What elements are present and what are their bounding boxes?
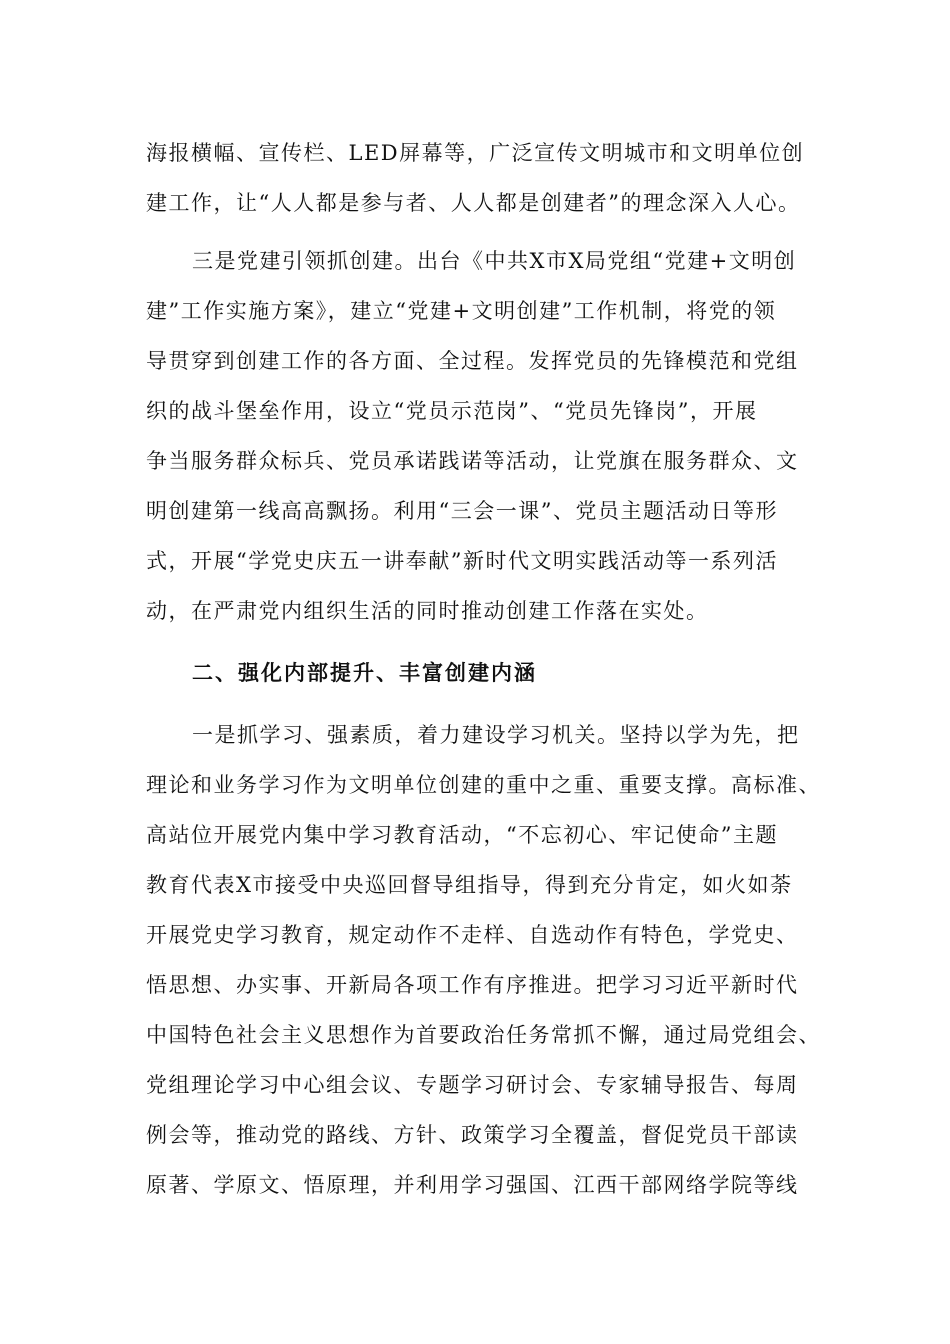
text-line: 三是党建引领抓创建。出台《中共X市X局党组“党建+文明创 [192,249,797,273]
text-line: 建”工作实施方案》，建立“党建+文明创建”工作机制，将党的领 [146,299,777,323]
text-line: 海报横幅、宣传栏、LED屏幕等，广泛宣传文明城市和文明单位创 [146,141,805,165]
text-line: 原著、学原文、悟原理，并利用学习强国、江西干部网络学院等线 [146,1173,799,1197]
text-line: 教育代表X市接受中央巡回督导组指导，得到充分肯定，如火如荼 [146,873,793,897]
paragraph-2 [146,236,806,636]
text-line: 一是抓学习、强素质，着力建设学习机关。坚持以学为先，把 [192,723,800,747]
document-body [146,128,821,1210]
text-line: 导贯穿到创建工作的各方面、全过程。发挥党员的先锋模范和党组 [146,349,799,373]
paragraph-3 [146,710,821,1210]
text-line: 明创建第一线高高飘扬。利用“三会一课”、党员主题活动日等形 [146,499,778,523]
text-line: 动，在严肃党内组织生活的同时推动创建工作落在实处。 [146,599,709,623]
text-line: 开展党史学习教育，规定动作不走样、自选动作有特色，学党史、 [146,923,799,947]
text-line: 中国特色社会主义思想作为首要政治任务常抓不懈，通过局党组会、 [146,1023,821,1047]
paragraph-1 [146,128,806,228]
text-line: 织的战斗堡垒作用，设立“党员示范岗”、“党员先锋岗”，开展 [146,399,758,423]
section-heading: 二、强化内部提升、丰富创建内涵 [192,661,537,685]
text-line: 悟思想、办实事、开新局各项工作有序推进。把学习习近平新时代 [146,973,799,997]
text-line: 例会等，推动党的路线、方针、政策学习全覆盖，督促党员干部读 [146,1123,799,1147]
text-line: 式，开展“学党史庆五一讲奉献”新时代文明实践活动等一系列活 [146,549,778,573]
text-line: 理论和业务学习作为文明单位创建的重中之重、重要支撑。高标准、 [146,773,821,797]
text-line: 高站位开展党内集中学习教育活动，“不忘初心、牢记使命”主题 [146,823,778,847]
text-line: 党组理论学习中心组会议、专题学习研讨会、专家辅导报告、每周 [146,1073,799,1097]
text-line: 建工作，让“人人都是参与者、人人都是创建者”的理念深入人心。 [146,191,801,215]
text-line: 争当服务群众标兵、党员承诺践诺等活动，让党旗在服务群众、文 [146,449,799,473]
